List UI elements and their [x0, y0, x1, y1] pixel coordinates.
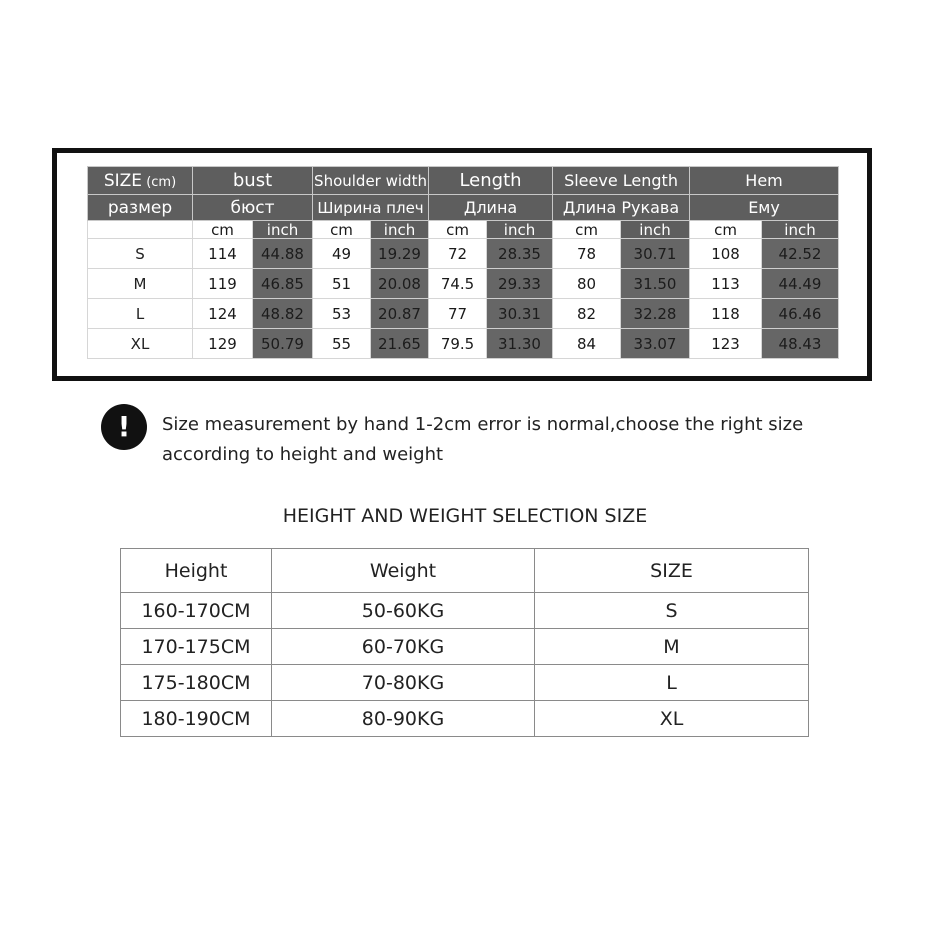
header-size-label: SIZE: [103, 170, 143, 191]
header-size-unit: (cm): [146, 174, 177, 190]
unit-inch: inch: [487, 221, 553, 239]
length-inch: 31.30: [487, 329, 553, 359]
size-label: S: [88, 239, 193, 269]
table-row: [121, 629, 809, 665]
hem-inch: 44.49: [762, 269, 839, 299]
length-inch: 29.33: [487, 269, 553, 299]
hw-weight: 50-60KG: [272, 593, 535, 629]
header-shoulder: Shoulder width: [313, 167, 429, 195]
hem-cm: 108: [690, 239, 762, 269]
size-label: L: [88, 299, 193, 329]
shoulder-inch: 21.65: [371, 329, 429, 359]
table-row: [121, 593, 809, 629]
hem-inch: 48.43: [762, 329, 839, 359]
header-sleeve: Sleeve Length: [553, 167, 690, 195]
hw-size: M: [535, 629, 809, 665]
shoulder-cm: 53: [313, 299, 371, 329]
length-cm: 72: [429, 239, 487, 269]
bust-inch: 50.79: [253, 329, 313, 359]
exclamation-icon: !: [101, 404, 147, 450]
bust-inch: 48.82: [253, 299, 313, 329]
size-chart-header-ru: [88, 195, 839, 221]
table-row: [121, 665, 809, 701]
hw-table-title: HEIGHT AND WEIGHT SELECTION SIZE: [282, 505, 648, 527]
header-size-cell: [88, 167, 193, 195]
unit-inch: inch: [253, 221, 313, 239]
length-cm: 79.5: [429, 329, 487, 359]
header-sleeve-ru: Длина Рукава: [553, 195, 690, 221]
height-weight-table: [120, 548, 809, 737]
length-inch: 30.31: [487, 299, 553, 329]
length-inch: 28.35: [487, 239, 553, 269]
unit-inch: inch: [762, 221, 839, 239]
hem-cm: 113: [690, 269, 762, 299]
hw-header-row: [121, 549, 809, 593]
bust-inch: 46.85: [253, 269, 313, 299]
sleeve-cm: 84: [553, 329, 621, 359]
size-chart-units-row: [88, 221, 839, 239]
hem-cm: 118: [690, 299, 762, 329]
hw-height: 180-190CM: [121, 701, 272, 737]
header-size-ru: размер: [88, 195, 193, 221]
hw-header-height: Height: [121, 549, 272, 593]
units-blank: [88, 221, 193, 239]
unit-cm: cm: [553, 221, 621, 239]
unit-inch: inch: [621, 221, 690, 239]
hw-height: 160-170CM: [121, 593, 272, 629]
table-row: [88, 269, 839, 299]
sleeve-cm: 80: [553, 269, 621, 299]
shoulder-cm: 49: [313, 239, 371, 269]
hw-size: S: [535, 593, 809, 629]
hw-weight: 60-70KG: [272, 629, 535, 665]
table-row: [121, 701, 809, 737]
shoulder-inch: 20.08: [371, 269, 429, 299]
sleeve-cm: 82: [553, 299, 621, 329]
hw-header-weight: Weight: [272, 549, 535, 593]
header-shoulder-ru: Ширина плеч: [313, 195, 429, 221]
shoulder-inch: 19.29: [371, 239, 429, 269]
shoulder-inch: 20.87: [371, 299, 429, 329]
unit-cm: cm: [313, 221, 371, 239]
bust-cm: 129: [193, 329, 253, 359]
shoulder-cm: 55: [313, 329, 371, 359]
sleeve-inch: 31.50: [621, 269, 690, 299]
bust-inch: 44.88: [253, 239, 313, 269]
hem-inch: 42.52: [762, 239, 839, 269]
sleeve-cm: 78: [553, 239, 621, 269]
sleeve-inch: 32.28: [621, 299, 690, 329]
header-hem: Hem: [690, 167, 839, 195]
hw-height: 175-180CM: [121, 665, 272, 701]
header-hem-ru: Ему: [690, 195, 839, 221]
size-chart-header-en: [88, 167, 839, 195]
size-label: M: [88, 269, 193, 299]
header-bust-ru: бюст: [193, 195, 313, 221]
hw-header-size: SIZE: [535, 549, 809, 593]
unit-cm: cm: [193, 221, 253, 239]
length-cm: 74.5: [429, 269, 487, 299]
unit-inch: inch: [371, 221, 429, 239]
header-length: Length: [429, 167, 553, 195]
header-length-ru: Длина: [429, 195, 553, 221]
hem-cm: 123: [690, 329, 762, 359]
size-label: XL: [88, 329, 193, 359]
bust-cm: 114: [193, 239, 253, 269]
hw-weight: 80-90KG: [272, 701, 535, 737]
sleeve-inch: 33.07: [621, 329, 690, 359]
length-cm: 77: [429, 299, 487, 329]
hw-height: 170-175CM: [121, 629, 272, 665]
hw-weight: 70-80KG: [272, 665, 535, 701]
table-row: [88, 239, 839, 269]
sleeve-inch: 30.71: [621, 239, 690, 269]
hw-size: XL: [535, 701, 809, 737]
unit-cm: cm: [429, 221, 487, 239]
bust-cm: 124: [193, 299, 253, 329]
size-chart-table: [87, 166, 839, 359]
table-row: [88, 329, 839, 359]
unit-cm: cm: [690, 221, 762, 239]
bust-cm: 119: [193, 269, 253, 299]
notice-text: Size measurement by hand 1-2cm error is normal,choose the right size according to height and weight: [162, 414, 804, 465]
hw-size: L: [535, 665, 809, 701]
hem-inch: 46.46: [762, 299, 839, 329]
header-bust: bust: [193, 167, 313, 195]
shoulder-cm: 51: [313, 269, 371, 299]
table-row: [88, 299, 839, 329]
